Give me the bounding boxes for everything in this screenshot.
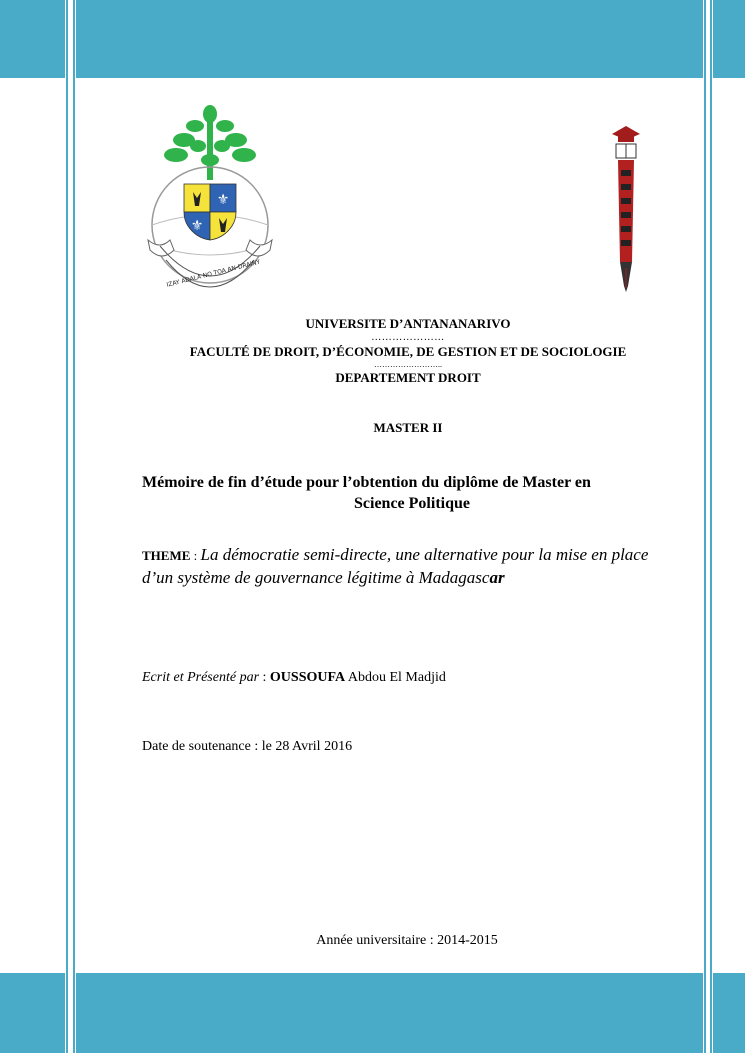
- bottom-band-center: [76, 973, 703, 1053]
- svg-text:⚜: ⚜: [190, 218, 204, 234]
- separator-dots: …………………: [371, 332, 445, 343]
- institution-header: [142, 316, 674, 386]
- theme-text: La démocratie semi-directe, une alternative pour la mise en place d’un système de gouvernance légitime à Madagasc: [142, 545, 649, 587]
- faculty-name: FACULTÉ DE DROIT, D’ÉCONOMIE, DE GESTION ET DE SOCIOLOGIE: [189, 344, 627, 359]
- memoire-title: [142, 472, 682, 514]
- author-surname: OUSSOUFA: [269, 670, 346, 685]
- theme-block: [142, 544, 682, 589]
- separator-dots: ……………………..: [374, 360, 442, 369]
- svg-text:⚜: ⚜: [216, 192, 230, 208]
- frame-line-right-outer: [710, 0, 712, 1053]
- author-given-name: Abdou El Madjid: [345, 670, 446, 685]
- frame-line-right-inner: [704, 0, 706, 1053]
- theme-label: THEME: [142, 548, 191, 563]
- memoire-line-1: Mémoire de fin d’étude pour l’obtention du diplôme de Master en: [142, 474, 591, 491]
- author-line: [142, 669, 674, 687]
- academic-year: Année universitaire : 2014-2015: [316, 933, 498, 948]
- theme-text-end: ar: [489, 568, 505, 587]
- theme-colon: :: [190, 548, 201, 563]
- frame-line-left-inner: [73, 0, 75, 1053]
- top-band-right: [713, 0, 745, 78]
- faculty-pen-icon: [608, 122, 644, 294]
- author-colon: :: [259, 670, 270, 685]
- level-label: MASTER II: [373, 420, 443, 435]
- defense-date: Date de soutenance : le 28 Avril 2016: [142, 739, 353, 754]
- bottom-band-right: [713, 973, 745, 1053]
- university-name: UNIVERSITE D’ANTANANARIVO: [305, 316, 511, 331]
- bottom-band-left: [0, 973, 65, 1053]
- department-name: DEPARTEMENT DROIT: [335, 370, 481, 385]
- emblem-motto: IZAY ADALA NO TOA AN-DRAINY: [165, 258, 261, 289]
- memoire-line-2: Science Politique: [354, 495, 470, 512]
- frame-line-left-outer: [66, 0, 68, 1053]
- degree-level: [142, 420, 674, 436]
- top-band-center: [76, 0, 703, 78]
- top-band-left: [0, 0, 65, 78]
- author-label: Ecrit et Présenté par: [142, 670, 260, 685]
